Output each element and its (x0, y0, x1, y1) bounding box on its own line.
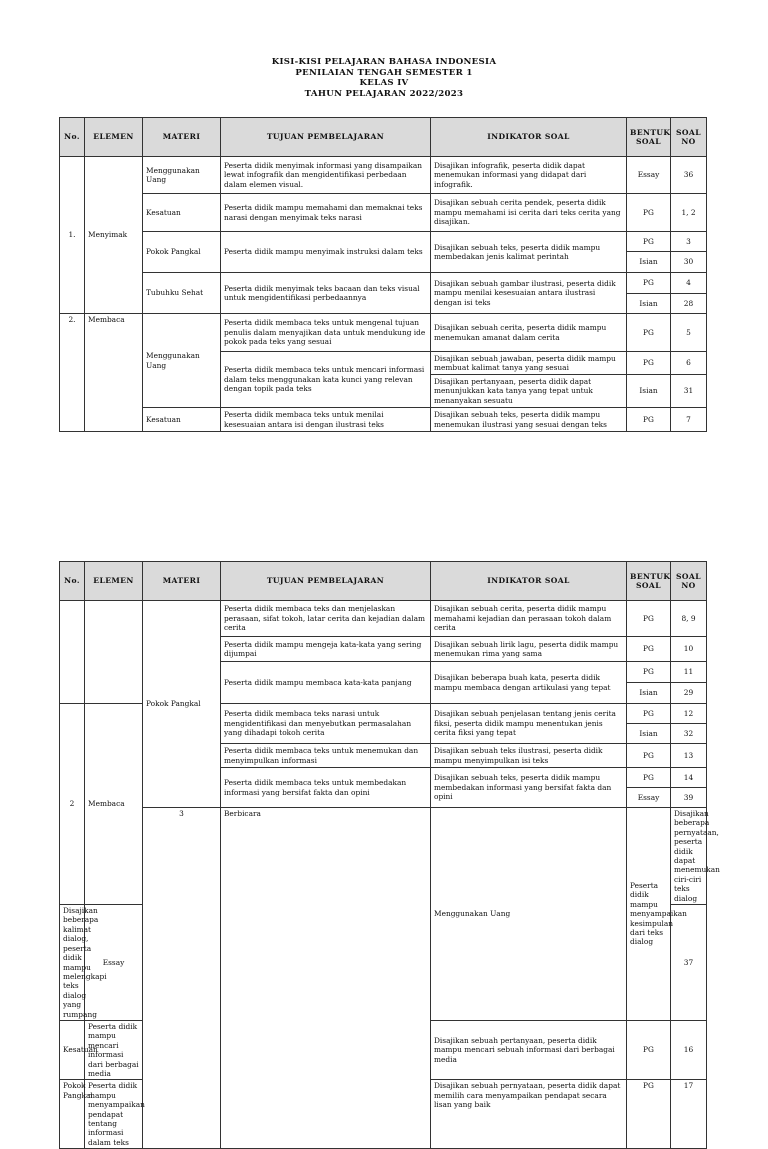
col-header-no: No. (60, 562, 85, 601)
table-row (60, 194, 707, 232)
materi-cell: Pokok Pangkal (143, 232, 221, 273)
row-number: 3 (143, 808, 221, 1149)
materi-cell: Tubuhku Sehat (143, 273, 221, 314)
header-subtitle: PENILAIAN TENGAH SEMESTER 1 (295, 67, 473, 78)
tujuan-cell: Peserta didik menyimak teks bacaan dan teks visual untuk mengidentifikasi perbedaannya (221, 273, 431, 314)
bentuk-cell: Isian (627, 294, 671, 314)
soal-no-cell: 12 (671, 704, 707, 724)
document-header (0, 57, 768, 99)
table-row (60, 314, 707, 352)
indikator-cell: Disajikan beberapa kalimat dialog, peserta didik mampu melengkapi teks dialog yang rumpang (60, 905, 85, 1021)
row-number (60, 601, 85, 704)
elemen-cell: Menyimak (85, 157, 143, 314)
bentuk-cell: PG (627, 194, 671, 232)
col-header-materi: MATERI (143, 118, 221, 157)
tujuan-cell: Peserta didik mampu memahami dan memaknai teks narasi dengan menyimak teks narasi (221, 194, 431, 232)
indikator-cell: Disajikan sebuah teks, peserta didik mampu membedakan informasi yang bersifat fakta dan opini (431, 768, 627, 808)
bentuk-cell: PG (627, 662, 671, 683)
table-header-row (60, 562, 707, 601)
bentuk-cell: Essay (627, 157, 671, 194)
indikator-cell: Disajikan infografik, peserta didik dapat menemukan informasi yang didapat dari infografik. (431, 157, 627, 194)
bentuk-cell: PG (627, 352, 671, 375)
indikator-cell: Disajikan beberapa buah kata, peserta didik mampu membaca dengan artikulasi yang tepat (431, 662, 627, 704)
soal-no-cell: 7 (671, 408, 707, 432)
materi-cell: Pokok Pangkal (60, 1080, 85, 1149)
bentuk-cell: Isian (627, 683, 671, 704)
bentuk-cell: PG (627, 601, 671, 637)
bentuk-cell: Essay (627, 788, 671, 808)
indikator-cell: Disajikan sebuah pernyataan, peserta didik dapat memilih cara menyampaikan pendapat secara lisan yang baik (431, 1080, 627, 1149)
soal-no-cell: 31 (671, 375, 707, 408)
indikator-cell: Disajikan beberapa pernyataan, peserta didik dapat menemukan ciri-ciri teks dialog (671, 808, 707, 905)
indikator-cell: Disajikan sebuah lirik lagu, peserta didik mampu menemukan rima yang sama (431, 637, 627, 662)
soal-no-cell: 5 (671, 314, 707, 352)
bentuk-cell: PG (627, 408, 671, 432)
tujuan-cell: Peserta didik membaca teks untuk mencari informasi dalam teks menggunakan kata kunci yang relevan dengan topik pada teks (221, 352, 431, 408)
indikator-cell: Disajikan sebuah gambar ilustrasi, peserta didik mampu menilai kesesuaian antara ilustrasi dengan isi teks (431, 273, 627, 314)
soal-no-cell: 37 (671, 905, 707, 1021)
indikator-cell: Disajikan sebuah penjelasan tentang jenis cerita fiksi, peserta didik mampu menentukan jenis cerita fiksi yang tepat (431, 704, 627, 744)
table-row (60, 408, 707, 432)
kisi-table-1 (59, 117, 707, 432)
soal-no-cell: 30 (671, 252, 707, 273)
row-number: 2. (60, 314, 85, 432)
indikator-cell: Disajikan sebuah cerita pendek, peserta didik mampu memahami isi cerita dari teks cerita yang disajikan. (431, 194, 627, 232)
soal-no-cell: 28 (671, 294, 707, 314)
col-header-indikator: INDIKATOR SOAL (431, 118, 627, 157)
soal-no-cell: 6 (671, 352, 707, 375)
bentuk-cell: Essay (85, 905, 143, 1021)
row-number: 1. (60, 157, 85, 314)
tujuan-cell: Peserta didik membaca teks untuk menemukan dan menyimpulkan informasi (221, 744, 431, 768)
tujuan-cell: Peserta didik membaca teks dan menjelaskan perasaan, sifat tokoh, latar cerita dan kejadian dalam cerita (221, 601, 431, 637)
bentuk-cell: PG (627, 637, 671, 662)
soal-no-cell: 16 (671, 1020, 707, 1079)
col-header-elemen: ELEMEN (85, 118, 143, 157)
soal-no-cell: 14 (671, 768, 707, 788)
bentuk-cell: PG (627, 704, 671, 724)
soal-no-cell: 39 (671, 788, 707, 808)
bentuk-cell: Isian (627, 375, 671, 408)
indikator-cell: Disajikan sebuah cerita, peserta didik mampu memahami kejadian dan perasaan tokoh dalam cerita (431, 601, 627, 637)
bentuk-cell: PG (627, 768, 671, 788)
materi-cell: Menggunakan Uang (143, 157, 221, 194)
tujuan-cell: Peserta didik membaca teks untuk menilai kesesuaian antara isi dengan ilustrasi teks (221, 408, 431, 432)
table-row (60, 601, 707, 637)
indikator-cell: Disajikan sebuah teks ilustrasi, peserta didik mampu menyimpulkan isi teks (431, 744, 627, 768)
col-header-tujuan: TUJUAN PEMBELAJARAN (221, 562, 431, 601)
soal-no-cell: 11 (671, 662, 707, 683)
tujuan-cell: Peserta didik membaca teks narasi untuk mengidentifikasi dan menyebutkan permasalahan yang dihadapi tokoh cerita (221, 704, 431, 744)
materi-cell: Kesatuan (60, 1020, 85, 1079)
bentuk-cell: Isian (627, 724, 671, 744)
indikator-cell: Disajikan sebuah jawaban, peserta didik mampu membuat kalimat tanya yang sesuai (431, 352, 627, 375)
soal-no-cell: 10 (671, 637, 707, 662)
kisi-table-2 (59, 561, 720, 1149)
bentuk-cell: PG (627, 1020, 671, 1079)
elemen-cell (85, 601, 143, 704)
header-title: KISI-KISI PELAJARAN BAHASA INDONESIA (271, 57, 497, 67)
col-header-elemen: ELEMEN (85, 562, 143, 601)
col-header-indikator: INDIKATOR SOAL (431, 562, 627, 601)
tujuan-cell: Peserta didik mampu mencari informasi dari berbagai media (85, 1020, 143, 1079)
soal-no-cell: 17 (671, 1080, 707, 1149)
indikator-cell: Disajikan sebuah pertanyaan, peserta didik mampu mencari sebuah informasi dari berbagai media (431, 1020, 627, 1079)
soal-no-cell: 36 (671, 157, 707, 194)
col-header-soal-no: SOAL NO (671, 562, 707, 601)
elemen-cell: Berbicara (221, 808, 431, 1149)
col-header-materi: MATERI (143, 562, 221, 601)
tujuan-cell: Peserta didik mampu membaca kata-kata panjang (221, 662, 431, 704)
table-row (60, 157, 707, 194)
bentuk-cell: PG (627, 273, 671, 294)
indikator-cell: Disajikan sebuah teks, peserta didik mampu menemukan ilustrasi yang sesuai dengan teks (431, 408, 627, 432)
bentuk-cell: PG (627, 314, 671, 352)
materi-cell: Menggunakan Uang (143, 314, 221, 408)
materi-cell: Menggunakan Uang (431, 808, 627, 1021)
soal-no-cell: 29 (671, 683, 707, 704)
bentuk-cell: PG (627, 1080, 671, 1149)
col-header-bentuk: BENTUK SOAL (627, 118, 671, 157)
header-class: KELAS IV (359, 78, 409, 89)
table-row (60, 273, 707, 294)
row-number: 2 (60, 704, 85, 905)
materi-cell: Kesatuan (143, 194, 221, 232)
tujuan-cell: Peserta didik mampu menyimak instruksi dalam teks (221, 232, 431, 273)
tujuan-cell: Peserta didik menyimak informasi yang disampaikan lewat infografik dan mengidentifikasi perbedaan dalam elemen visual. (221, 157, 431, 194)
bentuk-cell: Isian (627, 252, 671, 273)
tujuan-cell: Peserta didik mampu menyampaikan kesimpulan dari teks dialog (627, 808, 671, 1021)
tujuan-cell: Peserta didik membaca teks untuk membedakan informasi yang bersifat fakta dan opini (221, 768, 431, 808)
col-header-bentuk: BENTUK SOAL (627, 562, 671, 601)
indikator-cell: Disajikan pertanyaan, peserta didik dapat menunjukkan kata tanya yang tepat untuk menanyakan sesuatu (431, 375, 627, 408)
tujuan-cell: Peserta didik mampu mengeja kata-kata yang sering dijumpai (221, 637, 431, 662)
header-year: TAHUN PELAJARAN 2022/2023 (304, 88, 464, 99)
col-header-tujuan: TUJUAN PEMBELAJARAN (221, 118, 431, 157)
bentuk-cell: PG (627, 744, 671, 768)
indikator-cell: Disajikan sebuah cerita, peserta didik mampu menemukan amanat dalam cerita (431, 314, 627, 352)
bentuk-cell: PG (627, 232, 671, 252)
table-row (60, 232, 707, 252)
materi-cell: Kesatuan (143, 408, 221, 432)
table-row (60, 808, 707, 905)
col-header-soal-no: SOAL NO (671, 118, 707, 157)
indikator-cell: Disajikan sebuah teks, peserta didik mampu membedakan jenis kalimat perintah (431, 232, 627, 273)
elemen-cell: Membaca (85, 314, 143, 432)
soal-no-cell: 32 (671, 724, 707, 744)
soal-no-cell: 3 (671, 232, 707, 252)
table-header-row (60, 118, 707, 157)
soal-no-cell: 4 (671, 273, 707, 294)
soal-no-cell: 8, 9 (671, 601, 707, 637)
materi-cell: Pokok Pangkal (143, 601, 221, 808)
tujuan-cell: Peserta didik mampu menyampaikan pendapat tentang informasi dalam teks (85, 1080, 143, 1149)
tujuan-cell: Peserta didik membaca teks untuk mengenal tujuan penulis dalam menyajikan data untuk mendukung ide pokok pada teks yang sesuai (221, 314, 431, 352)
soal-no-cell: 1, 2 (671, 194, 707, 232)
col-header-no: No. (60, 118, 85, 157)
soal-no-cell: 13 (671, 744, 707, 768)
elemen-cell: Membaca (85, 704, 143, 905)
